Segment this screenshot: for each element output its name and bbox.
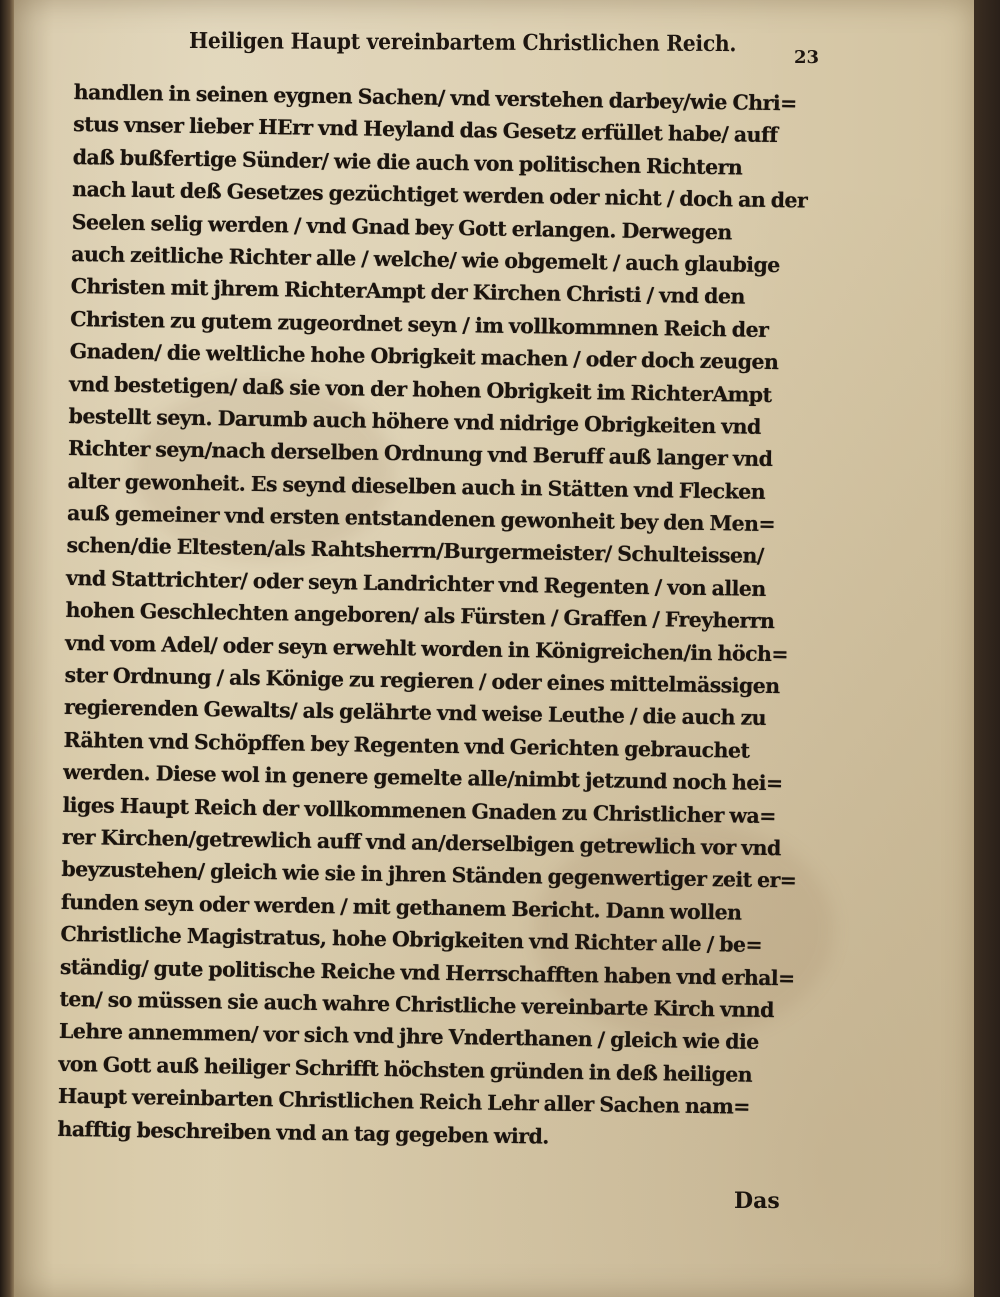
text-line: rer Kirchen/getrewlich auff vnd an/derselbigen getrewlich vor vnd — [61, 824, 781, 861]
text-line: alter gewonheit. Es seynd dieselben auch in Stätten vnd Flecken — [67, 468, 766, 504]
text-line: liges Haupt Reich der vollkommenen Gnaden zu Christlicher wa= — [62, 792, 777, 828]
text-line: nach laut deß Gesetzes gezüchtiget werden oder nicht / doch an der — [72, 177, 808, 213]
text-line: Gnaden/ die weltliche hohe Obrigkeit machen / oder doch zeugen — [69, 339, 779, 375]
text-line: beyzustehen/ gleich wie sie in jhren Ständen gegenwertiger zeit er= — [61, 857, 797, 893]
text-line: vnd vom Adel/ oder seyn erwehlt worden in Königreichen/in höch= — [64, 630, 789, 666]
catchword: Das — [734, 1188, 780, 1214]
text-line: hafftig beschreiben vnd an tag gegeben wird. — [57, 1116, 550, 1149]
text-line: vnd Stattrichter/ oder seyn Landrichter vnd Regenten / von allen — [65, 565, 766, 601]
text-line: schen/die Eltesten/als Rahtsherrn/Burgermeister/ Schulteissen/ — [66, 533, 764, 569]
text-line: funden seyn oder werden / mit gethanem Bericht. Dann wollen — [60, 889, 742, 925]
text-line: Rähten vnd Schöpffen bey Regenten vnd Gerichten gebrauchet — [63, 727, 750, 763]
text-line: vnd bestetigen/ daß sie von der hohen Obrigkeit im RichterAmpt — [68, 371, 772, 407]
binding-edge — [0, 0, 14, 1297]
text-line: Christliche Magistratus, hohe Obrigkeiten vnd Richter alle / be= — [60, 922, 763, 958]
text-line: daß bußfertige Sünder/ wie die auch von politischen Richtern — [72, 144, 743, 180]
page-number: 23 — [794, 47, 820, 68]
text-line: hohen Geschlechten angeboren/ als Fürsten / Graffen / Freyherrn — [65, 598, 775, 634]
text-line: Haupt vereinbarten Christlichen Reich Lehr aller Sachen nam= — [57, 1083, 751, 1119]
running-title: Heiligen Haupt vereinbartem Christlichen Reich. — [188, 28, 737, 58]
text-line: von Gott auß heiliger Schrifft höchsten gründen in deß heiligen — [58, 1051, 753, 1087]
text-line: Seelen selig werden / vnd Gnad bey Gott erlangen. Derwegen — [71, 209, 732, 244]
text-line: auch zeitliche Richter alle / welche/ wie obgemelt / auch glaubige — [71, 241, 780, 278]
text-line: ster Ordnung / als Könige zu regieren / oder eines mittelmässigen — [64, 662, 780, 699]
text-line: werden. Diese wol in genere gemelte alle/nimbt jetzund noch hei= — [62, 760, 783, 796]
scan-background-edge — [974, 0, 1000, 1297]
text-line: stus vnser lieber HErr vnd Heyland das Gesetz erfüllet habe/ auff — [73, 112, 778, 148]
text-line: ten/ so müssen sie auch wahre Christliche vereinbarte Kirch vnnd — [59, 986, 775, 1023]
text-line: Richter seyn/nach derselben Ordnung vnd Beruff auß langer vnd — [67, 436, 773, 472]
text-line: Christen mit jhrem RichterAmpt der Kirchen Christi / vnd den — [70, 274, 745, 309]
text-line: Christen zu gutem zugeordnet seyn / im vollkommnen Reich der — [69, 306, 769, 342]
book-page — [14, 0, 974, 1297]
text-line: bestellt seyn. Darumb auch höhere vnd nidrige Obrigkeiten vnd — [68, 403, 761, 439]
text-line: regierenden Gewalts/ als gelährte vnd weise Leuthe / die auch zu — [63, 695, 767, 731]
text-line: auß gemeiner vnd ersten entstandenen gewonheit bey den Men= — [66, 501, 776, 537]
text-line: handlen in seinen eygnen Sachen/ vnd verstehen darbey/wie Chri= — [73, 79, 797, 116]
text-line: Lehre annemmen/ vor sich vnd jhre Vnderthanen / gleich wie die — [58, 1019, 759, 1055]
text-line: ständig/ gute politische Reiche vnd Herrschafften haben vnd erhal= — [59, 954, 795, 990]
body-text — [57, 76, 814, 1156]
